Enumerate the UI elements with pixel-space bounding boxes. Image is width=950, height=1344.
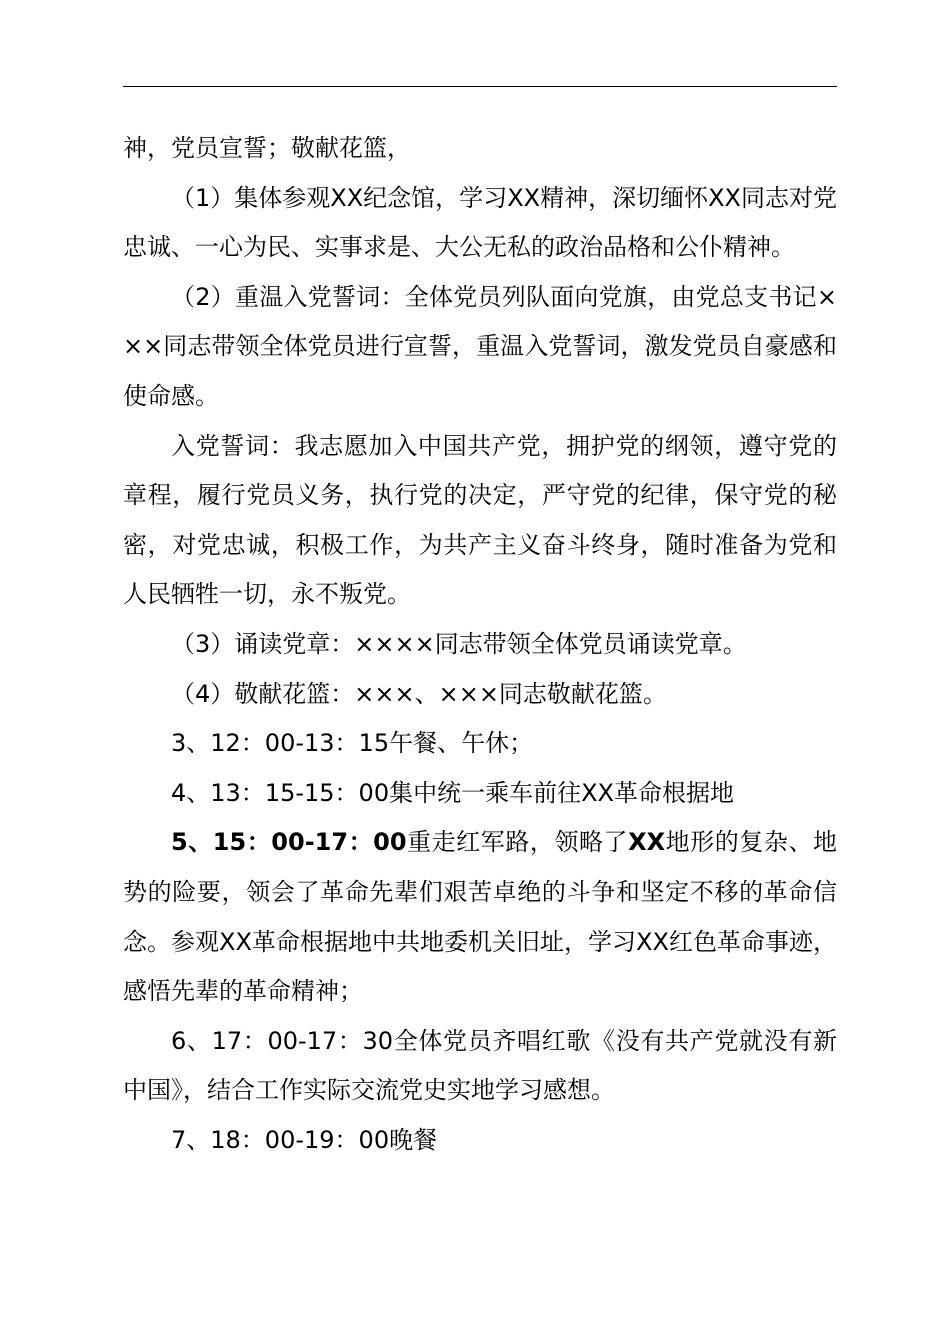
paragraph: （2）重温入党誓词：全体党员列队面向党旗，由党总支书记×××同志带领全体党员进行宣誓，重温入党誓词，激发党员自豪感和使命感。: [123, 282, 837, 410]
item-5-text-a: 重走红军路，领略了: [406, 828, 629, 857]
paragraph: 3、12：00-13：15午餐、午休；: [171, 729, 534, 758]
paragraph: （1）集体参观XX纪念馆，学习XX精神，深切缅怀XX同志对党忠诚、一心为民、实事求是、大公无私的政治品格和公仆精神。: [123, 183, 837, 262]
paragraph: 6、17：00-17：30全体党员齐唱红歌《没有共产党就没有新中国》，结合工作实际交流党史实地学习感想。: [123, 1026, 837, 1105]
paragraph: （3）诵读党章：××××同志带领全体党员诵读党章。: [171, 629, 747, 658]
paragraph: 4、13：15-15：00集中统一乘车前往XX革命根据地: [171, 778, 734, 807]
paragraph: 入党誓词：我志愿加入中国共产党，拥护党的纲领，遵守党的章程，履行党员义务，执行党的决定，严守党的纪律，保守党的秘密，对党忠诚，积极工作，为共产主义奋斗终身，随时准备为党和人民牺牲一切，永不叛党。: [123, 431, 837, 609]
header-rule: [123, 86, 837, 87]
item-5-xx: XX: [628, 828, 666, 857]
paragraph-item-5: [123, 818, 837, 1016]
item-5-time: 5、15：00-17：00: [171, 828, 407, 857]
paragraph: 神，党员宣誓；敬献花篮，: [123, 134, 411, 162]
paragraph: 7、18：00-19：00晚餐: [171, 1125, 438, 1154]
item-5-text-b: 地形的复杂、地势的险要，领会了革命先辈们艰苦卓绝的斗争和坚定不移的革命信念。参观XX革命根据地中共地委机关旧址，学习XX红色革命事迹，感悟先辈的革命精神；: [123, 828, 837, 1006]
document-body: [123, 124, 837, 1165]
paragraph: （4）敬献花篮：×××、×××同志敬献花篮。: [171, 679, 667, 708]
